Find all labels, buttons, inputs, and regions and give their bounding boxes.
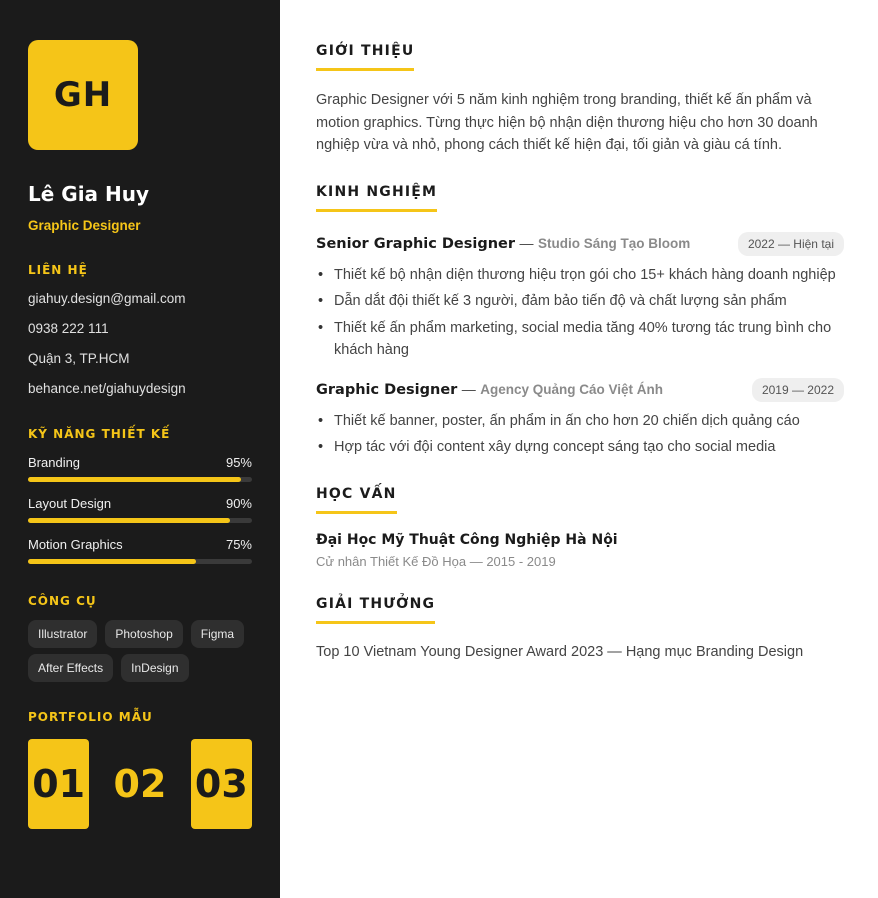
portfolio-sample-02[interactable]: 02 xyxy=(113,762,167,806)
contact-heading: LIÊN HỆ xyxy=(28,263,88,277)
job-entry xyxy=(316,378,844,459)
intro-section xyxy=(316,42,844,157)
skill-bar-fill xyxy=(28,559,196,564)
job-company: Agency Quảng Cáo Việt Ánh xyxy=(480,381,663,397)
contact-portfolio-link[interactable]: behance.net/giahuydesign xyxy=(28,381,186,396)
contact-phone[interactable]: 0938 222 111 xyxy=(28,321,109,336)
tool-tag-photoshop: Photoshop xyxy=(105,620,182,648)
skill-percent: 75% xyxy=(225,537,252,552)
skill-item xyxy=(28,537,252,564)
intro-heading: GIỚI THIỆU xyxy=(316,43,414,71)
list-item: • Thiết kế bộ nhận diện thương hiệu trọn gói cho 15+ khách hàng doanh nghiệp xyxy=(316,264,844,287)
job-entry xyxy=(316,232,844,362)
tool-tag-illustrator: Illustrator xyxy=(28,620,97,648)
job-bullets xyxy=(316,410,844,459)
awards-section xyxy=(316,595,844,660)
contact-list xyxy=(28,289,252,409)
avatar: GH xyxy=(28,40,138,150)
job-date-badge: 2019 — 2022 xyxy=(752,378,844,402)
experience-heading: KINH NGHIỆM xyxy=(316,184,437,212)
skill-name: Branding xyxy=(28,455,81,470)
portfolio-samples xyxy=(28,739,252,829)
job-bullets xyxy=(316,264,844,362)
contact-address: Quận 3, TP.HCM xyxy=(28,351,130,366)
tools-heading: CÔNG CỤ xyxy=(28,594,97,608)
list-item: • Hợp tác với đội content xây dựng concept sáng tạo cho social media xyxy=(316,436,844,459)
education-section xyxy=(316,485,844,569)
award-item: Top 10 Vietnam Young Designer Award 2023 — Hạng mục Branding Design xyxy=(316,643,804,660)
skill-item xyxy=(28,455,252,482)
person-role: Graphic Designer xyxy=(28,218,141,233)
main-content xyxy=(280,0,878,898)
skill-item xyxy=(28,496,252,523)
contact-email[interactable]: giahuy.design@gmail.com xyxy=(28,291,186,306)
skill-bar xyxy=(28,518,252,523)
job-title: Senior Graphic Designer xyxy=(316,235,516,252)
skills-heading: KỸ NĂNG THIẾT KẾ xyxy=(28,427,171,441)
portfolio-sample-01[interactable]: 01 xyxy=(28,739,89,829)
sidebar xyxy=(0,0,280,898)
skill-percent: 90% xyxy=(225,496,252,511)
tools-list xyxy=(28,620,258,682)
skill-name: Motion Graphics xyxy=(28,537,123,552)
job-date-badge: 2022 — Hiện tại xyxy=(738,232,844,256)
intro-text: Graphic Designer với 5 năm kinh nghiệm trong branding, thiết kế ấn phẩm và motion graphics. Từng thực hiện bộ nhận diện thương hiệu cho hơn 30 doanh nghiệp vừa và nhỏ, phong cách thiết kế hiện đại, tối giản và giàu cá tính. xyxy=(316,92,818,153)
job-separator: — xyxy=(461,380,476,397)
job-company: Studio Sáng Tạo Bloom xyxy=(537,235,691,251)
education-school: Đại Học Mỹ Thuật Công Nghiệp Hà Nội xyxy=(316,531,618,548)
list-item: • Dẫn dắt đội thiết kế 3 người, đảm bảo tiến độ và chất lượng sản phẩm xyxy=(316,290,844,313)
education-heading: HỌC VẤN xyxy=(316,486,397,514)
awards-heading: GIẢI THƯỞNG xyxy=(316,596,435,624)
portfolio-sample-03[interactable]: 03 xyxy=(191,739,252,829)
skill-name: Layout Design xyxy=(28,496,112,511)
tool-tag-indesign: InDesign xyxy=(121,654,188,682)
skill-bar xyxy=(28,559,252,564)
tool-tag-after-effects: After Effects xyxy=(28,654,113,682)
skill-percent: 95% xyxy=(225,455,252,470)
job-title: Graphic Designer xyxy=(316,381,458,398)
list-item: • Thiết kế ấn phẩm marketing, social media tăng 40% tương tác trung bình cho khách hàng xyxy=(316,317,844,362)
experience-section xyxy=(316,183,844,459)
education-detail: Cử nhân Thiết Kế Đồ Họa — 2015 - 2019 xyxy=(316,553,556,569)
list-item: • Thiết kế banner, poster, ấn phẩm in ấn cho hơn 20 chiến dịch quảng cáo xyxy=(316,410,844,433)
job-separator: — xyxy=(519,234,534,251)
skill-bar-fill xyxy=(28,518,230,523)
skill-bar-fill xyxy=(28,477,241,482)
person-name: Lê Gia Huy xyxy=(28,182,150,206)
skill-bar xyxy=(28,477,252,482)
portfolio-heading: PORTFOLIO MẪU xyxy=(28,710,153,724)
tool-tag-figma: Figma xyxy=(191,620,244,648)
